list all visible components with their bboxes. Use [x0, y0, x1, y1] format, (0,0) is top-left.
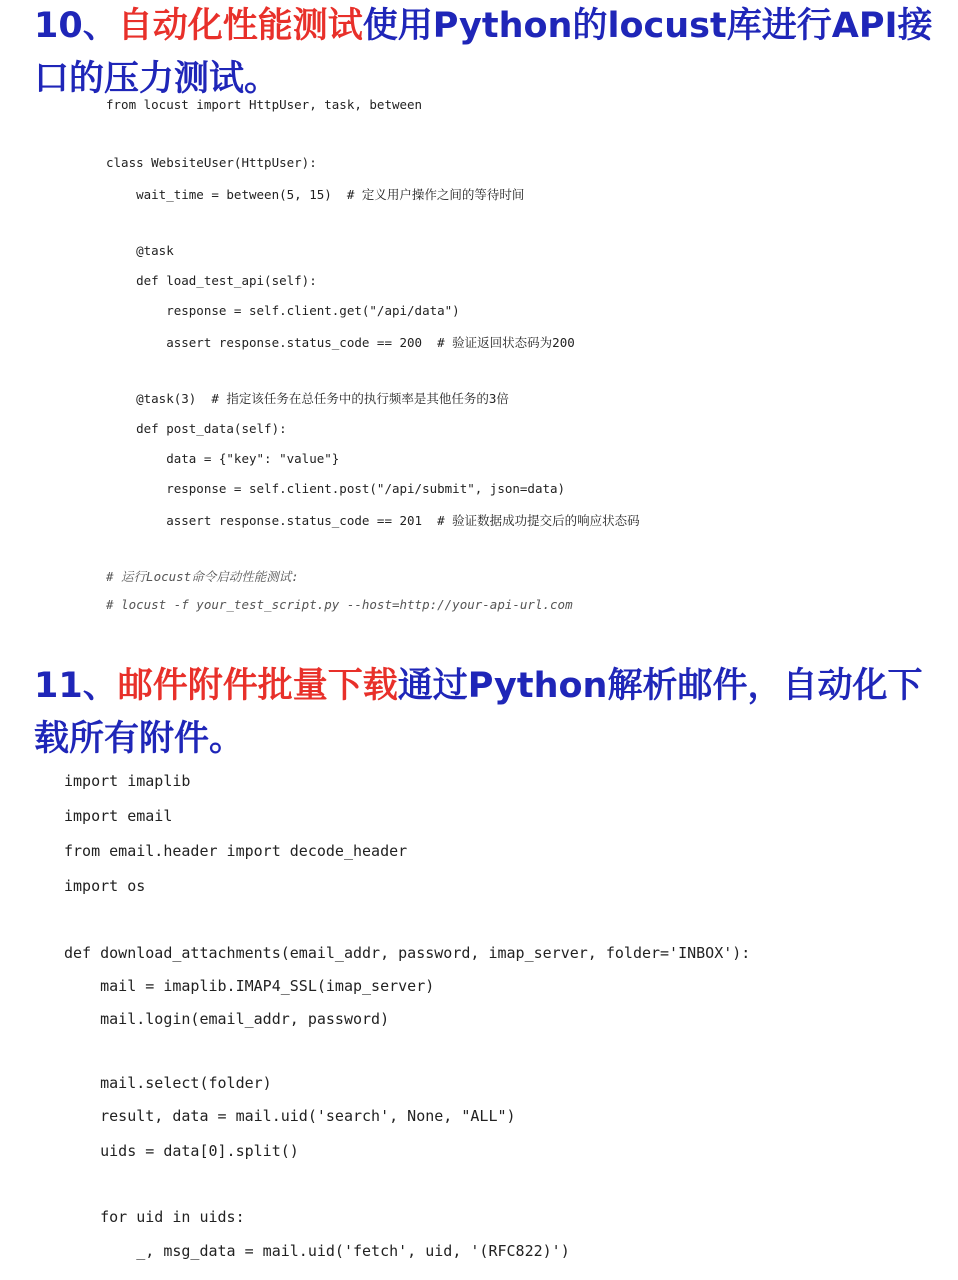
code-line: wait_time = between(5, 15) # 定义用户操作之间的等待时间 [106, 187, 525, 202]
code-line: for uid in uids: [64, 1208, 245, 1226]
section-11-title-highlight: 邮件附件批量下载 [117, 666, 398, 706]
code-line: data = {"key": "value"} [106, 451, 340, 466]
code-line: import os [64, 877, 146, 895]
code-line: def post_data(self): [106, 421, 287, 436]
section-11-heading [34, 660, 934, 765]
code-line: def download_attachments(email_addr, password, imap_server, folder='INBOX'): [64, 944, 751, 962]
section-10-title-rest: 使用Python的locust库进行API接口的压力测试。 [34, 6, 933, 99]
code-line: import imaplib [64, 772, 191, 790]
code-line: import email [64, 807, 173, 825]
code-line: result, data = mail.uid('search', None, "ALL") [64, 1107, 516, 1125]
code-line: response = self.client.get("/api/data") [106, 303, 460, 318]
code-line: _, msg_data = mail.uid('fetch', uid, '(RFC822)') [64, 1242, 570, 1260]
code-line: # locust -f your_test_script.py --host=http://your-api-url.com [106, 597, 573, 612]
code-line: response = self.client.post("/api/submit", json=data) [106, 481, 566, 496]
code-line: class WebsiteUser(HttpUser): [106, 155, 317, 170]
code-line: mail.login(email_addr, password) [64, 1010, 390, 1028]
section-11-number: 11、 [34, 666, 118, 706]
code-line: uids = data[0].split() [64, 1142, 299, 1160]
section-11-title-rest: 通过Python解析邮件，自动化下载所有附件。 [34, 666, 923, 759]
code-line: @task(3) # 指定该任务在总任务中的执行频率是其他任务的3倍 [106, 391, 509, 406]
section-10-title-highlight: 自动化性能测试 [117, 6, 363, 46]
code-line: assert response.status_code == 200 # 验证返回状态码为200 [106, 335, 575, 350]
section-10-number: 10、 [34, 6, 118, 46]
code-line: @task [106, 243, 174, 258]
code-line: from email.header import decode_header [64, 842, 408, 860]
code-line: mail.select(folder) [64, 1074, 272, 1092]
code-line: from locust import HttpUser, task, between [106, 97, 423, 112]
code-line: mail = imaplib.IMAP4_SSL(imap_server) [64, 977, 435, 995]
code-line: assert response.status_code == 201 # 验证数据成功提交后的响应状态码 [106, 513, 640, 528]
section-10-heading [34, 0, 934, 105]
code-line: # 运行Locust命令启动性能测试: [106, 569, 299, 584]
code-line: def load_test_api(self): [106, 273, 317, 288]
